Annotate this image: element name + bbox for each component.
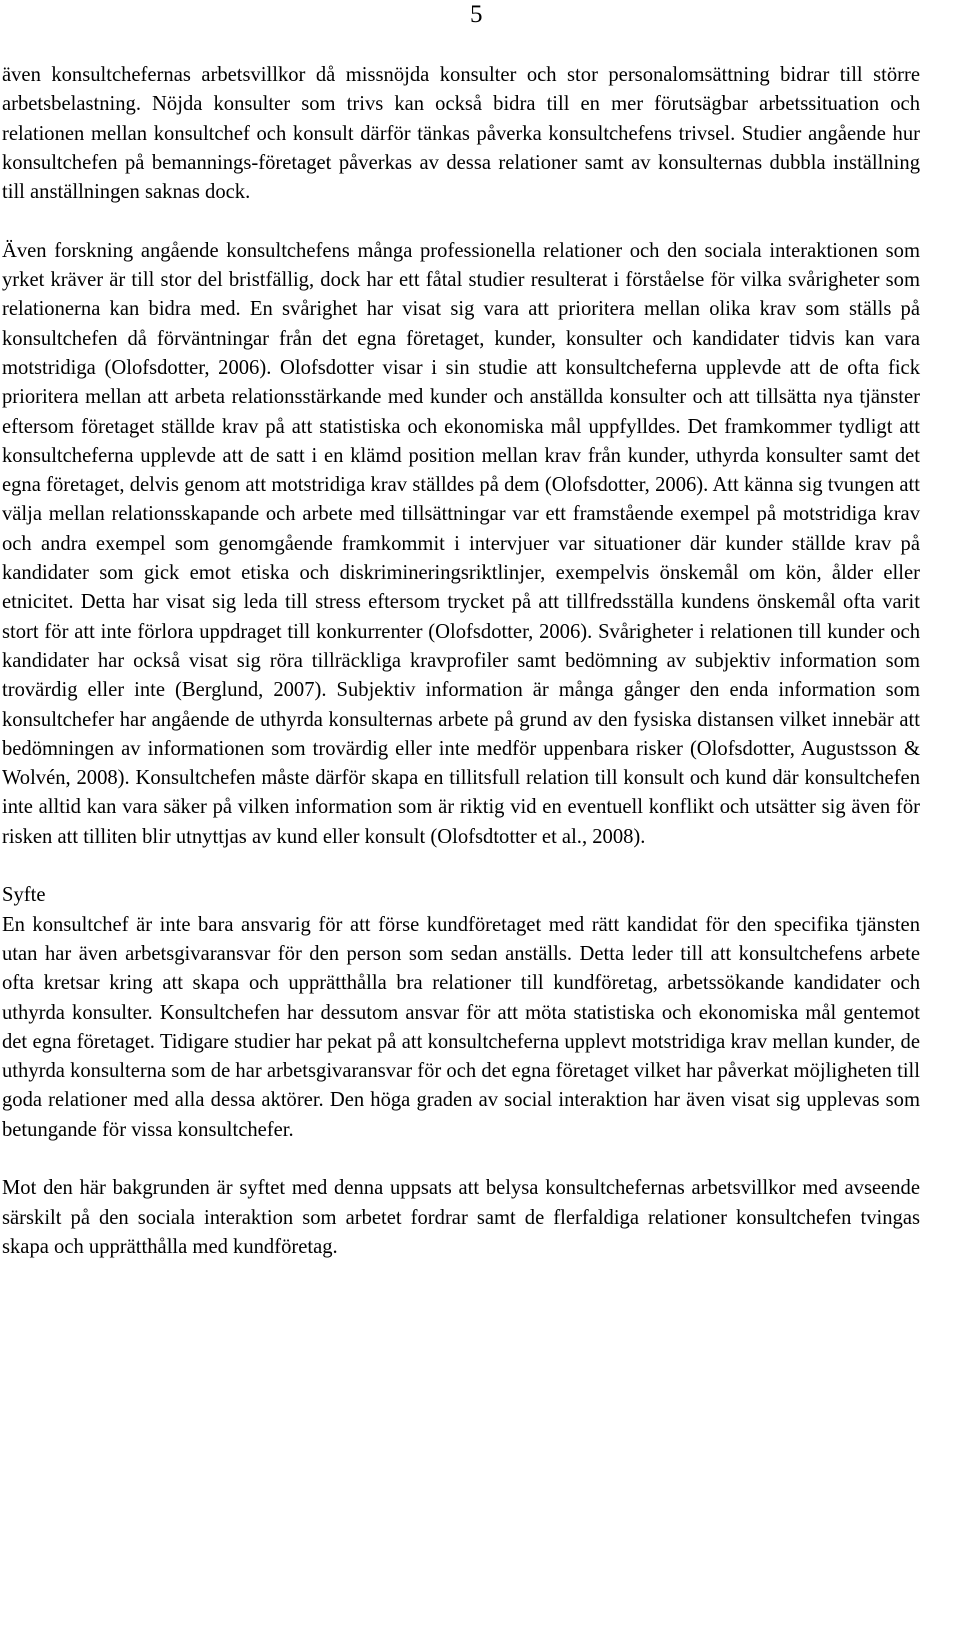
body-paragraph-2: Även forskning angående konsultchefens många professionella relationer och den sociala interaktionen som yrket kräver är till stor del bristfällig, dock har ett fåtal studier resulterat i förståelse för vilka svårigheter som relationerna kan bidra med. En svårighet har visat sig vara att prioritera mellan olika krav som ställs på konsultchefen då förväntningar från det egna företaget, kunder, konsulter och kandidater tidvis kan vara motstridiga (Olofsdotter, 2006). Olofsdotter visar i sin studie att konsultcheferna upplevde att de ofta fick prioritera mellan att arbeta relationsstärkande med kunder och anställda konsulter och att tillsätta nya tjänster eftersom företaget ställde krav på att statistiska och ekonomiska mål uppfylldes. Det framkommer tydligt att konsultcheferna upplevde att de satt i en klämd position mellan krav från kunder, uthyrda konsulter samt det egna företaget, delvis genom att motstridiga krav ställdes på dem (Olofsdotter, 2006). Att känna sig tvungen att välja mellan relationsskapande och arbete med tillsättningar var ett framstående exempel på motstridiga krav och andra exempel som genomgående framkommit i intervjuer var situationer där kunder ställde krav på kandidater som gick emot etiska och diskrimineringsriktlinjer, exempelvis önskemål om kön, ålder eller etnicitet. Detta har visat sig leda till stress eftersom trycket på att tillfredsställa kundens önskemål ofta varit stort för att inte förlora uppdraget till konkurrenter (Olofsdotter, 2006). Svårigheter i relationen till kunder och kandidater har också visat sig röra tillräckliga kravprofiler samt bedömning av subjektiv information som trovärdig eller inte (Berglund, 2007). Subjektiv information är många gånger den enda information som konsultchefer har angående de uthyrda konsulternas arbete på grund av den fysiska distansen vilket innebär att bedömningen av informationen som trovärdig eller inte medför uppenbara risker (Olofsdotter, Augustsson & Wolvén, 2008). Konsultchefen måste därför skapa en tillitsfull relation till konsult och kund där konsultchefen inte alltid kan vara säker på vilken information som är riktig vid en eventuell konflikt och utsätter sig även för risken att tilliten blir utnyttjas av kund eller konsult (Olofsdtotter et al., 2008). bbox=[2, 239, 920, 848]
body-paragraph-1: även konsultchefernas arbetsvillkor då missnöjda konsulter och stor personalomsättning bidrar till större arbetsbelastning. Nöjda konsulter som trivs kan också bidra till en mer förutsägbar arbetssituation och relationen mellan konsultchef och konsult därför tänkas påverka konsultchefens trivsel. Studier angående hur konsultchefen på bemannings-företaget påverkas av dessa relationer samt av konsulternas dubbla inställning till anställningen saknas dock. bbox=[2, 64, 920, 204]
page-number: 5 bbox=[470, 1, 483, 28]
document-body bbox=[2, 61, 920, 1262]
section-heading-syfte: Syfte bbox=[2, 884, 46, 907]
body-paragraph-4: Mot den här bakgrunden är syftet med denna uppsats att belysa konsultchefernas arbetsvillkor med avseende särskilt på den sociala interaktion som arbetet fordrar samt de flerfaldiga relationer konsultchefen tvingas skapa och upprätthålla med kundföretag. bbox=[2, 1177, 920, 1258]
body-paragraph-3: En konsultchef är inte bara ansvarig för att förse kundföretaget med rätt kandidat för den specifika tjänsten utan har även arbetsgivaransvar för den person som sedan anställs. Detta leder till att konsultchefens arbete ofta kretsar kring att skapa och upprätthålla bra relationer till kundföretag, arbetssökande kandidater och uthyrda konsulter. Konsultchefen har dessutom ansvar för att möta statistiska och ekonomiska mål gentemot det egna företaget. Tidigare studier har pekat på att konsultcheferna upplevt motstridiga krav mellan kunder, de uthyrda konsulterna som de har arbetsgivaransvar för och det egna företaget vilket har påverkat möjligheten till goda relationer med alla dessa aktörer. Den höga graden av social interaktion har även visat sig upplevas som betungande för vissa konsultchefer. bbox=[2, 913, 920, 1141]
